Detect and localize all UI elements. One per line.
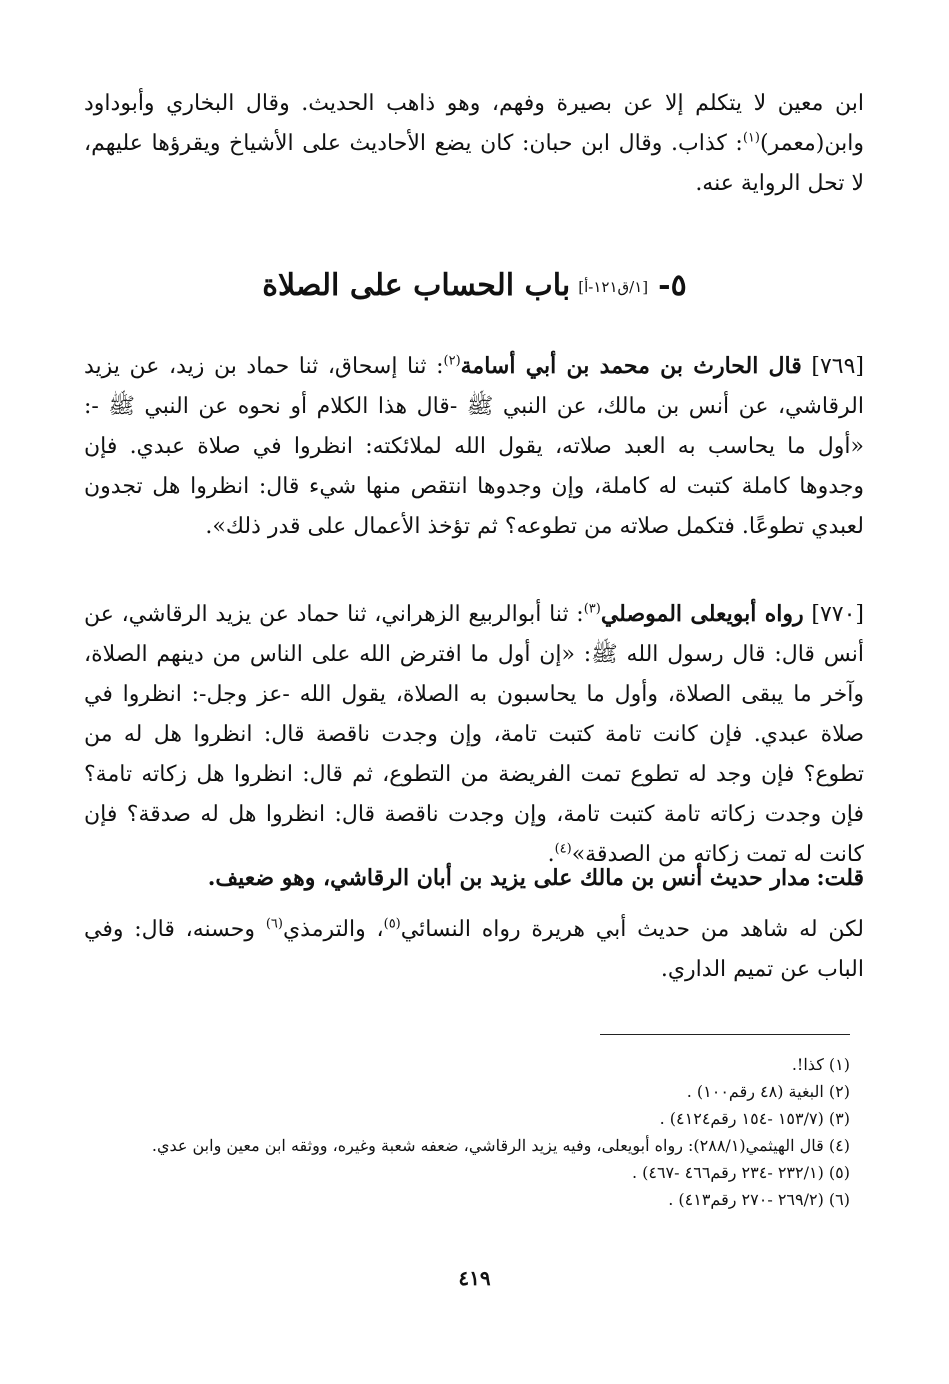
footnote-ref-6[interactable]: (٦) (265, 916, 283, 932)
footnote-ref-4[interactable]: (٤) (554, 841, 572, 857)
shahid-text-1: لكن له شاهد من حديث أبي هريرة رواه النسائي (400, 917, 864, 942)
page-number: ٤١٩ (458, 1266, 491, 1290)
footnote-ref-3[interactable]: (٣) (583, 601, 601, 617)
hadith-770-text: : ثنا أبوالربيع الزهراني، ثنا حماد عن يزيد الرقاشي، عن أنس قال: قال رسول الله ﷺ: «إن أول ما افترض الله على الناس من دينهم الصلاة، وآخر ما يبقى الصلاة، وأول ما يحاسبون به الصلاة، يقول الله -عز وجل-: انظروا في صلاة عبدي. فإن كانت تامة كتبت تامة، وإن وجدت ناقصة قال: انظروا هل له من تطوع؟ فإن وجد له تطوع تمت الفريضة من التطوع، ثم قال: انظروا هل زكاته تامة؟ فإن وجدت زكاته تامة كتبت تامة، وإن وجدت ناقصة قال: انظروا هل له صدقة؟ فإن كانت له تمت زكاته من الصدقة» (84, 602, 864, 867)
footnote-ref-2[interactable]: (٢) (443, 353, 461, 369)
hadith-number-769: [٧٦٩] (811, 354, 865, 379)
footnote-separator (600, 1034, 850, 1035)
author-comment-text: مدار حديث أنس بن مالك على يزيد بن أبان الرقاشي، وهو ضعيف. (207, 865, 811, 891)
intro-text-2: : كذاب. وقال ابن حبان: كان يضع الأحاديث على الأشياخ ويقرؤها عليهم، لا تحل الرواية عنه. (84, 131, 864, 196)
footnote-1: (١) كذا!. (791, 1055, 850, 1074)
hadith-770-end: . (547, 842, 555, 867)
hadith-770-paragraph (84, 594, 864, 875)
intro-paragraph (84, 84, 864, 204)
hadith-770-narrator: رواه أبويعلى الموصلي (600, 601, 804, 627)
author-comment (84, 858, 864, 898)
footnotes-list (80, 1051, 850, 1213)
shahid-text-3: وحسنه، قال: وفي الباب عن تميم الداري. (84, 917, 864, 982)
chapter-title: باب الحساب على الصلاة (262, 268, 571, 303)
chapter-heading (0, 262, 949, 311)
footnote-2: (٢) البغية (٤٨ رقم١٠٠) . (686, 1082, 850, 1101)
chapter-number: ٥- (658, 268, 687, 303)
footnote-3: (٣) (١٥٣/٧ -١٥٤ رقم٤١٢٤) . (659, 1109, 850, 1128)
shahid-text-2: ، والترمذي (282, 917, 384, 942)
hadith-number-770: [٧٧٠] (811, 602, 864, 627)
hadith-769-paragraph (84, 346, 864, 547)
hadith-769-text: : ثنا إسحاق، ثنا حماد بن زيد، عن يزيد الرقاشي، عن أنس بن مالك، عن النبي ﷺ -قال هذا الكلام أو نحوه عن النبي ﷺ -: «أول ما يحاسب به العبد صلاته، يقول الله لملائكته: انظروا في صلاة عبدي. فإن وجدوها كاملة كتبت له كاملة، وإن وجدوها انتقص منها شيء قال: انظروا هل تجدون لعبدي تطوعًا. فتكمل صلاته من تطوعه؟ ثم تؤخذ الأعمال على قدر ذلك». (84, 354, 864, 539)
intro-text-1: ابن معين لا يتكلم إلا عن بصيرة وفهم، وهو ذاهب الحديث. وقال البخاري وأبوداود وابن(معمر) (84, 91, 864, 156)
manuscript-reference: [١/ق١٢١-أ] (578, 278, 649, 296)
footnote-4: (٤) قال الهيثمي(٢٨٨/١): رواه أبويعلى، وفيه يزيد الرقاشي، ضعفه شعبة وغيره، ووثقه ابن معين وابن عدي. (151, 1136, 850, 1155)
hadith-769-narrator: قال الحارث بن محمد بن أبي أسامة (460, 353, 802, 379)
author-comment-label: قلت: (816, 865, 864, 891)
supporting-narration-paragraph (84, 910, 864, 990)
footnote-5: (٥) (٢٣٢/١ -٢٣٤ رقم٤٦٦ -٤٦٧) . (631, 1163, 850, 1182)
footnote-ref-5[interactable]: (٥) (383, 916, 401, 932)
footnote-6: (٦) (٢٦٩/٢ -٢٧٠ رقم٤١٣) . (668, 1190, 850, 1209)
footnote-ref-1[interactable]: (١) (742, 130, 760, 146)
